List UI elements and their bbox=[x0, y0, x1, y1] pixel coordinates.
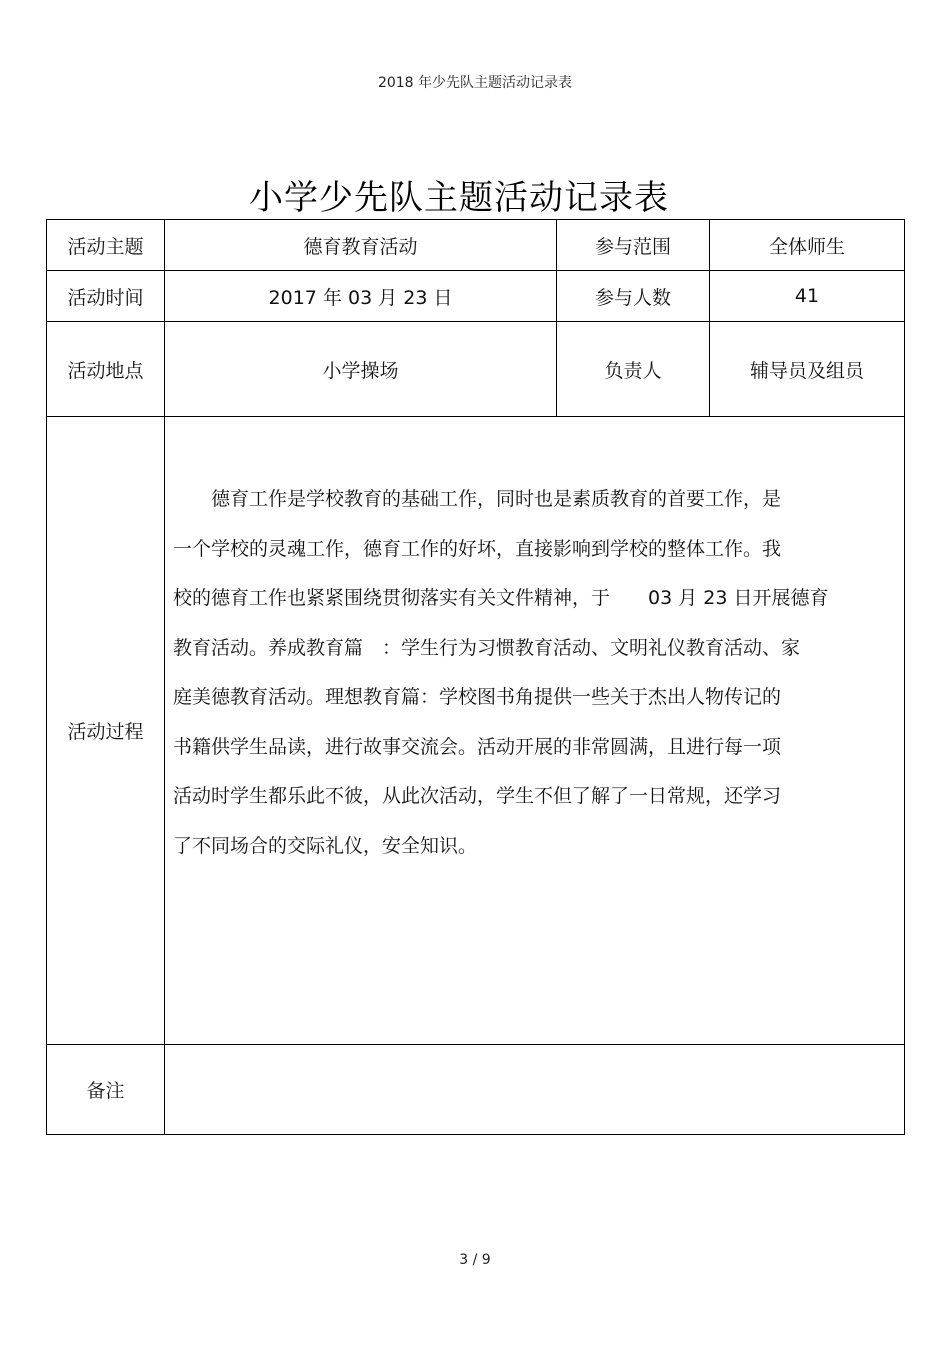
process-line: 活动时学生都乐此不彼，从此次活动，学生不但了解了一日常规，还学习 bbox=[173, 785, 782, 807]
value-person-in-charge: 辅导员及组员 bbox=[710, 322, 905, 417]
table-row-process bbox=[47, 417, 905, 1045]
table-row-notes bbox=[47, 1045, 905, 1135]
running-header: 2018 年少先队主题活动记录表 bbox=[377, 75, 573, 91]
label-process: 活动过程 bbox=[47, 417, 165, 1045]
process-text bbox=[173, 475, 890, 871]
document-title: 小学少先队主题活动记录表 bbox=[249, 178, 669, 218]
process-line: 教育活动。养成教育篇 ：学生行为习惯教育活动、文明礼仪教育活动、家 bbox=[173, 636, 801, 659]
activity-record-table bbox=[46, 219, 905, 1135]
page-number: 3 / 9 bbox=[459, 1252, 491, 1268]
value-participant-count: 41 bbox=[710, 271, 905, 322]
table-row-location bbox=[47, 322, 905, 417]
value-notes bbox=[165, 1045, 905, 1135]
label-time: 活动时间 bbox=[47, 271, 165, 322]
process-line: 德育工作是学校教育的基础工作，同时也是素质教育的首要工作，是 bbox=[211, 488, 782, 510]
process-line: 书籍供学生品读，进行故事交流会。活动开展的非常圆满，且进行每一项 bbox=[173, 735, 782, 758]
process-line: 一个学校的灵魂工作，德育工作的好坏，直接影响到学校的整体工作。我 bbox=[173, 537, 782, 560]
process-line: 了不同场合的交际礼仪，安全知识。 bbox=[173, 834, 478, 857]
label-notes: 备注 bbox=[47, 1045, 165, 1135]
label-scope: 参与范围 bbox=[557, 220, 710, 271]
value-scope: 全体师生 bbox=[710, 220, 905, 271]
label-person-in-charge: 负责人 bbox=[557, 322, 710, 417]
table-row-theme bbox=[47, 220, 905, 271]
label-theme: 活动主题 bbox=[47, 220, 165, 271]
label-location: 活动地点 bbox=[47, 322, 165, 417]
table-row-time bbox=[47, 271, 905, 322]
process-line: 庭美德教育活动。理想教育篇：学校图书角提供一些关于杰出人物传记的 bbox=[173, 686, 782, 708]
value-location: 小学操场 bbox=[165, 322, 557, 417]
process-content-cell bbox=[165, 417, 905, 1045]
value-time: 2017 年 03 月 23 日 bbox=[165, 271, 557, 322]
label-participant-count: 参与人数 bbox=[557, 271, 710, 322]
value-theme: 德育教育活动 bbox=[165, 220, 557, 271]
process-line: 校的德育工作也紧紧围绕贯彻落实有关文件精神，于 03 月 23 日开展德育 bbox=[173, 587, 829, 609]
